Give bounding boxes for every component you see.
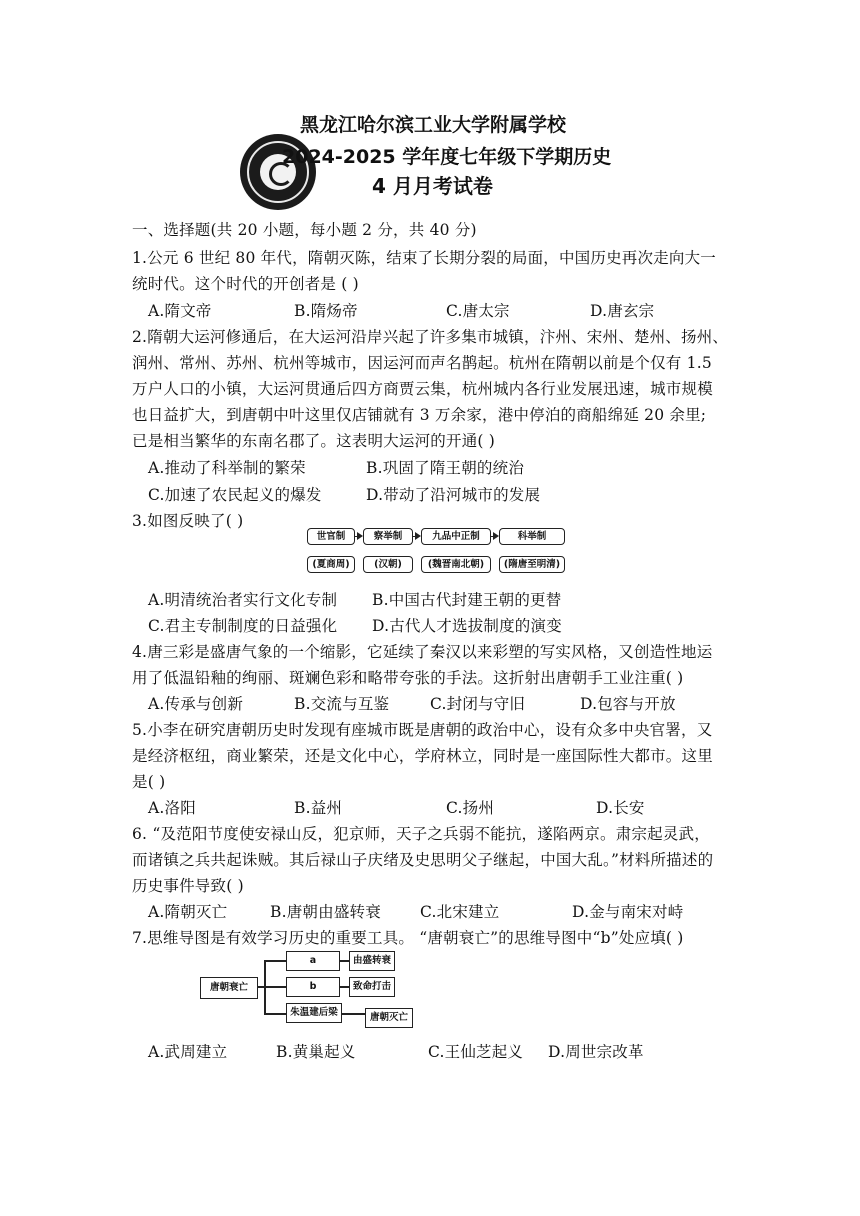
q2-stem-line2: 润州、常州、苏州、杭州等城市，因运河而声名鹊起。杭州在隋朝以前是个仅有 1.5	[132, 354, 712, 372]
q6-option-a[interactable]: A.隋朝灭亡	[148, 903, 228, 921]
q3-box-jiupin: 九品中正制	[421, 528, 491, 545]
q2-option-a[interactable]: A.推动了科举制的繁荣	[148, 459, 306, 477]
q7-connector	[264, 1013, 286, 1015]
exam-title: 4 月月考试卷	[372, 174, 493, 198]
q5-option-d[interactable]: D.长安	[596, 799, 645, 817]
q1-option-c[interactable]: C.唐太宗	[446, 302, 510, 320]
q2-option-b[interactable]: B.巩固了隋王朝的统治	[366, 459, 525, 477]
q7-node-b: b	[286, 977, 340, 997]
q3-option-a[interactable]: A.明清统治者实行文化专制	[148, 591, 338, 609]
q4-option-b[interactable]: B.交流与互鉴	[294, 695, 390, 713]
q7-node-decline: 由盛转衰	[349, 951, 395, 971]
q1-stem-line1: 1.公元 6 世纪 80 年代，隋朝灭陈，结束了长期分裂的局面，中国历史再次走向大一	[132, 249, 716, 267]
q7-connector	[264, 986, 286, 988]
q2-option-d[interactable]: D.带动了沿河城市的发展	[366, 486, 541, 504]
q6-option-d[interactable]: D.金与南宋对峙	[572, 903, 684, 921]
q7-option-a[interactable]: A.武周建立	[148, 1043, 228, 1061]
q2-option-c[interactable]: C.加速了农民起义的爆发	[148, 486, 322, 504]
q7-node-blow: 致命打击	[349, 977, 395, 997]
q3-box-chaju: 察举制	[363, 528, 413, 545]
q7-connector	[339, 960, 349, 962]
q3-arrow-3	[491, 536, 497, 537]
q3-option-d[interactable]: D.古代人才选拔制度的演变	[372, 617, 562, 635]
q2-stem-line4: 也日益扩大，到唐朝中叶这里仅店铺就有 3 万余家，港中停泊的商船绵延 20 余里;	[132, 406, 707, 424]
q7-node-zhuwen: 朱温建后梁	[286, 1003, 342, 1023]
q7-node-fall: 唐朝灭亡	[365, 1008, 413, 1028]
q1-option-d[interactable]: D.唐玄宗	[590, 302, 655, 320]
q3-era-suitang: (隋唐至明清)	[499, 556, 565, 573]
q6-stem-line1: 6. “及范阳节度使安禄山反，犯京师，天子之兵弱不能抗，遂陷两京。肃宗起灵武，	[132, 825, 710, 843]
school-name: 黑龙江哈尔滨工业大学附属学校	[300, 114, 567, 136]
q6-stem-line2: 而诸镇之兵共起诛贼。其后禄山子庆绪及史思明父子继起，中国大乱。”材料所描述的	[132, 851, 714, 869]
q1-option-a[interactable]: A.隋文帝	[148, 302, 212, 320]
q3-era-weijin: (魏晋南北朝)	[421, 556, 491, 573]
q7-option-d[interactable]: D.周世宗改革	[548, 1043, 644, 1061]
q7-node-a: a	[286, 951, 340, 971]
q7-option-c[interactable]: C.王仙芝起义	[428, 1043, 524, 1061]
q3-box-shiguan: 世官制	[307, 528, 355, 545]
q3-arrow-1	[355, 536, 361, 537]
q5-option-a[interactable]: A.洛阳	[148, 799, 196, 817]
q1-option-b[interactable]: B.隋炀帝	[294, 302, 358, 320]
q6-option-b[interactable]: B.唐朝由盛转衰	[270, 903, 381, 921]
exam-term: 2024-2025 学年度七年级下学期历史	[282, 146, 612, 168]
q7-connector	[341, 1013, 365, 1015]
q1-stem-line2: 统时代。这个时代的开创者是 ( )	[132, 275, 359, 293]
q4-stem-line1: 4.唐三彩是盛唐气象的一个缩影，它延续了秦汉以来彩塑的写实风格，又创造性地运	[132, 643, 713, 661]
q7-stem: 7.思维导图是有效学习历史的重要工具。 “唐朝衰亡”的思维导图中“b”处应填( )	[132, 929, 684, 947]
q2-stem-line5: 已是相当繁华的东南名郡了。这表明大运河的开通( )	[132, 432, 496, 450]
q5-option-b[interactable]: B.益州	[294, 799, 343, 817]
q3-option-c[interactable]: C.君主专制制度的日益强化	[148, 617, 338, 635]
q7-connector	[339, 986, 349, 988]
q7-root-node: 唐朝衰亡	[200, 977, 258, 999]
q6-stem-line3: 历史事件导致( )	[132, 877, 244, 895]
q3-box-keju: 科举制	[499, 528, 565, 545]
q3-era-han: (汉朝)	[363, 556, 413, 573]
q6-option-c[interactable]: C.北宋建立	[420, 903, 500, 921]
q3-stem: 3.如图反映了( )	[132, 512, 244, 530]
q5-stem-line2: 是经济枢纽，商业繁荣，还是文化中心，学府林立，同时是一座国际性大都市。这里	[132, 747, 713, 765]
q7-connector	[264, 960, 286, 962]
q3-option-b[interactable]: B.中国古代封建王朝的更替	[372, 591, 562, 609]
q3-era-xiashangzhou: (夏商周)	[307, 556, 355, 573]
q3-arrow-2	[413, 536, 419, 537]
q5-stem-line1: 5.小李在研究唐朝历史时发现有座城市既是唐朝的政治中心，设有众多中央官署，又	[132, 721, 713, 739]
q4-option-d[interactable]: D.包容与开放	[580, 695, 676, 713]
q2-stem-line3: 万户人口的小镇，大运河贯通后四方商贾云集，杭州城内各行业发展迅速，城市规模	[132, 380, 713, 398]
q5-option-c[interactable]: C.扬州	[446, 799, 495, 817]
q4-stem-line2: 用了低温铅釉的绚丽、斑斓色彩和略带夸张的手法。这折射出唐朝手工业注重( )	[132, 669, 684, 687]
q4-option-a[interactable]: A.传承与创新	[148, 695, 244, 713]
q4-option-c[interactable]: C.封闭与守旧	[430, 695, 526, 713]
q5-stem-line3: 是( )	[132, 773, 166, 791]
section-heading: 一、选择题(共 20 小题，每小题 2 分，共 40 分)	[132, 221, 477, 239]
q2-stem-line1: 2.隋朝大运河修通后，在大运河沿岸兴起了许多集市城镇，汴州、宋州、楚州、扬州、	[132, 328, 729, 346]
q7-option-b[interactable]: B.黄巢起义	[276, 1043, 356, 1061]
